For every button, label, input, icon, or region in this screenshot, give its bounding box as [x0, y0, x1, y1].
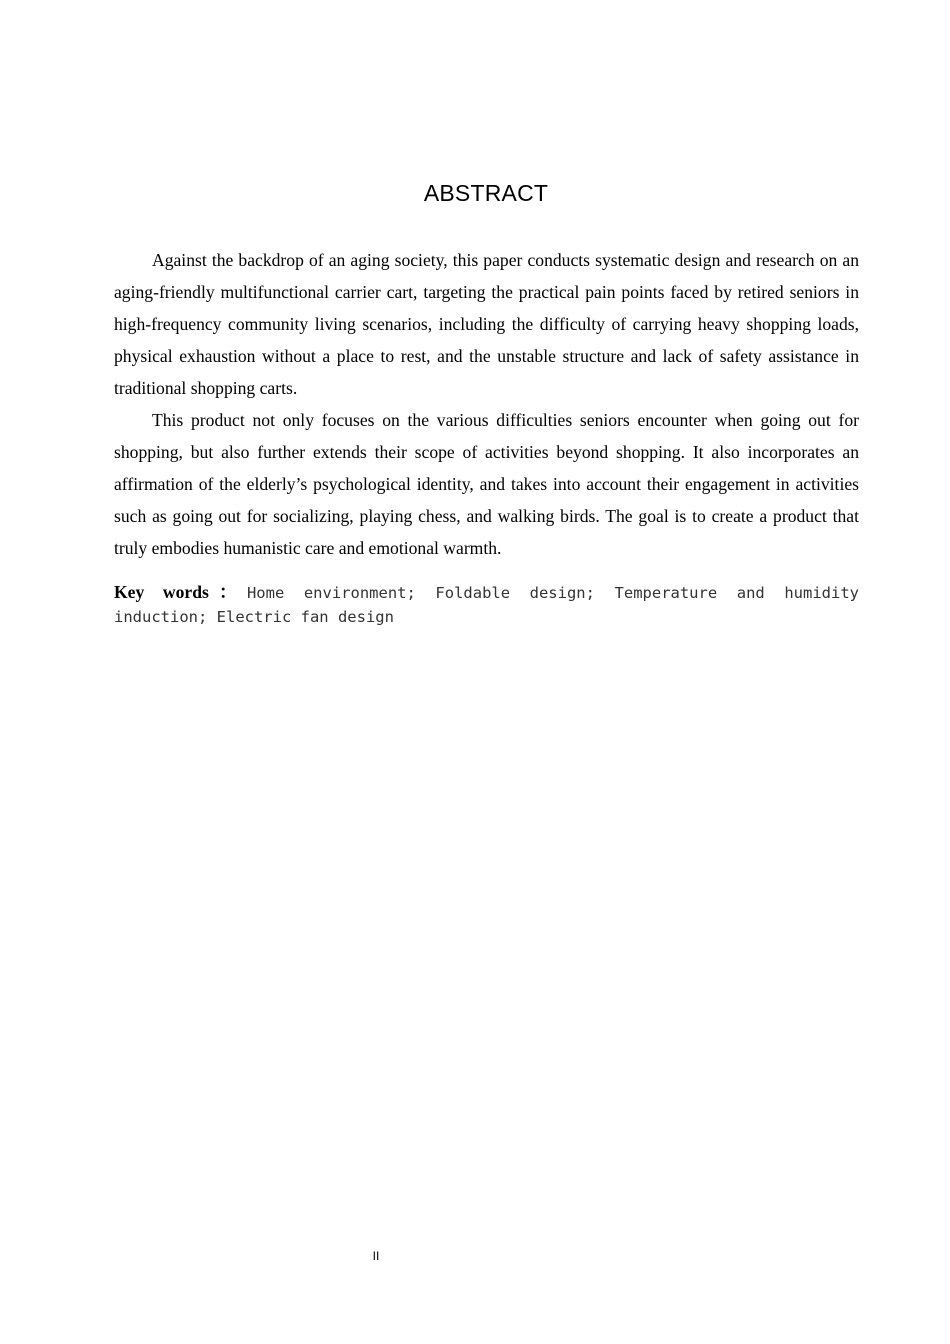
keywords-label: Key words	[114, 582, 209, 602]
abstract-body	[114, 244, 859, 564]
page-number: II	[372, 1249, 380, 1263]
keywords-separator: ：	[208, 582, 247, 602]
abstract-paragraph-1: Against the backdrop of an aging society, this paper conducts systematic design and research on an aging-friendly multifunctional carrier cart, targeting the practical pain points faced by retired seniors in high-frequency community living scenarios, including the difficulty of carrying heavy shopping loads, physical exhaustion without a place to rest, and the unstable structure and lack of safety assistance in traditional shopping carts.	[114, 250, 859, 398]
keywords-line	[114, 580, 859, 629]
abstract-paragraph-2: This product not only focuses on the various difficulties seniors encounter when going out for shopping, but also further extends their scope of activities beyond shopping. It also incorporates an affirmation of the elderly’s psychological identity, and takes into account their engagement in activities such as going out for socializing, playing chess, and walking birds. The goal is to create a product that truly embodies humanistic care and emotional warmth.	[114, 410, 859, 558]
keywords-text: Home environment; Foldable design; Temperature and humidity induction; Electric fan design	[114, 584, 859, 626]
abstract-title: ABSTRACT	[423, 180, 549, 206]
